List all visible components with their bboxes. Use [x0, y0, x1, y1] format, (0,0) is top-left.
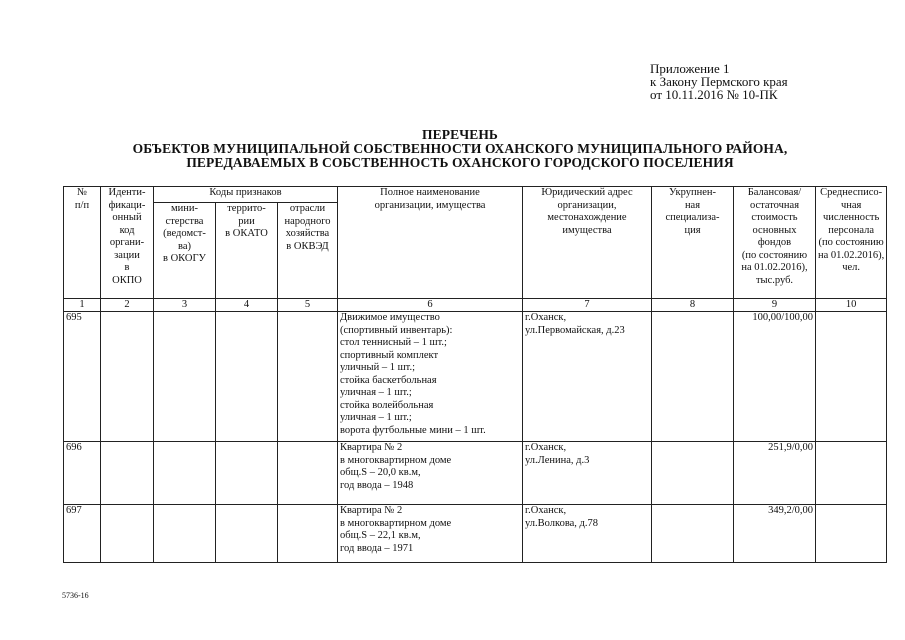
text-line: ОКПО [112, 274, 142, 286]
column-number: 8 [652, 299, 734, 312]
text-line: ул.Ленина, д.3 [525, 454, 590, 466]
header-staff [816, 187, 887, 299]
text-line: (ведомст- [163, 228, 206, 239]
text-line: народного [284, 215, 331, 227]
appendix-line-1: Приложение 1 [650, 61, 730, 76]
text-line: в ОКОГУ [163, 253, 206, 264]
text-line: в [124, 262, 130, 273]
text-line: (спортивный инвентарь): [340, 324, 453, 336]
document-title [60, 128, 860, 170]
okpo-cell [101, 312, 154, 442]
text-line: чел. [842, 262, 861, 273]
column-number: 5 [278, 299, 338, 312]
header-specialization [652, 187, 734, 299]
okogu-cell [154, 505, 216, 563]
document-code: 5736-16 [62, 591, 89, 600]
text-line: онный [112, 212, 142, 223]
okved-cell [278, 312, 338, 442]
table-row [64, 312, 887, 442]
column-number: 9 [734, 299, 816, 312]
title-line-2: ОБЪЕКТОВ МУНИЦИПАЛЬНОЙ СОБСТВЕННОСТИ ОХАНСКОГО МУНИЦИПАЛЬНОГО РАЙОНА, [132, 141, 788, 156]
text-line: год ввода – 1971 [340, 542, 414, 554]
balance-value: 349,2/0,00 [734, 505, 816, 563]
property-address [523, 505, 652, 563]
text-line: террито- [227, 203, 266, 214]
text-line: Среднесписо- [820, 187, 883, 198]
text-line: Движимое имущество [340, 312, 440, 323]
text-line: ная [684, 199, 701, 211]
okved-cell [278, 442, 338, 505]
property-address [523, 442, 652, 505]
text-line: в многоквартирном доме [340, 454, 452, 466]
column-number: 3 [154, 299, 216, 312]
header-okpo [101, 187, 154, 299]
text-line: г.Оханск, [525, 442, 567, 453]
text-line: Полное наименование [380, 187, 480, 198]
text-line: ворота футбольные мини – 1 шт. [340, 424, 486, 436]
title-line-1: ПЕРЕЧЕНЬ [422, 127, 498, 142]
property-name [338, 442, 523, 505]
okved-cell [278, 505, 338, 563]
text-line: (по состоянию [741, 249, 808, 261]
title-line-3: ПЕРЕДАВАЕМЫХ В СОБСТВЕННОСТЬ ОХАНСКОГО ГОРОДСКОГО ПОСЕЛЕНИЯ [186, 155, 734, 170]
staff-cell [816, 442, 887, 505]
header-okved [278, 203, 338, 299]
appendix-line-3: от 10.11.2016 № 10-ПК [650, 87, 778, 102]
text-line: местонахождение [547, 212, 627, 223]
appendix-header [650, 62, 788, 101]
staff-cell [816, 505, 887, 563]
text-line: спортивный комплект [340, 349, 439, 361]
text-line: хозяйства [285, 228, 330, 239]
text-line: в ОКАТО [225, 228, 268, 239]
text-line: Балансовая/ [747, 187, 802, 198]
row-number: 696 [64, 442, 101, 505]
column-number-row [64, 299, 887, 312]
appendix-line-2: к Закону Пермского края [650, 74, 788, 89]
text-line: в многоквартирном доме [340, 517, 452, 529]
text-line: организации, [557, 199, 617, 211]
text-line: отрасли [289, 203, 326, 214]
balance-value: 251,9/0,00 [734, 442, 816, 505]
okogu-cell [154, 442, 216, 505]
header-codes-group: Коды признаков [154, 187, 338, 203]
text-line: ция [684, 224, 701, 236]
header-balance [734, 187, 816, 299]
text-line: Квартира № 2 [340, 505, 403, 516]
text-line: общ.S – 20,0 кв.м, [340, 467, 421, 478]
text-line: общ.S – 22,1 кв.м, [340, 530, 421, 541]
text-line: рии [238, 215, 255, 227]
property-address [523, 312, 652, 442]
column-number: 4 [216, 299, 278, 312]
column-number: 2 [101, 299, 154, 312]
text-line: уличная – 1 шт.; [340, 387, 412, 398]
text-line: г.Оханск, [525, 505, 567, 516]
specialization-cell [652, 505, 734, 563]
balance-value: 100,00/100,00 [734, 312, 816, 442]
text-line: ул.Волкова, д.78 [525, 517, 599, 529]
text-line: стерства [165, 215, 204, 227]
text-line: мини- [171, 203, 198, 214]
text-line: остаточная [749, 199, 800, 211]
table-row [64, 442, 887, 505]
text-line: персонала [828, 224, 874, 236]
header-address [523, 187, 652, 299]
text-line: п/п [74, 199, 90, 211]
text-line: год ввода – 1948 [340, 479, 414, 491]
okato-cell [216, 505, 278, 563]
text-line: код [119, 224, 135, 236]
property-name [338, 312, 523, 442]
header-okato [216, 203, 278, 299]
okato-cell [216, 442, 278, 505]
text-line: ул.Первомайская, д.23 [525, 324, 625, 336]
header-okogu [154, 203, 216, 299]
column-number: 6 [338, 299, 523, 312]
specialization-cell [652, 312, 734, 442]
text-line: специализа- [665, 212, 720, 223]
row-number: 695 [64, 312, 101, 442]
text-line: уличный – 1 шт.; [340, 362, 416, 373]
row-number: 697 [64, 505, 101, 563]
text-line: имущества [562, 224, 612, 236]
text-line: численность [823, 212, 880, 223]
text-line: фондов [757, 237, 792, 248]
okogu-cell [154, 312, 216, 442]
okato-cell [216, 312, 278, 442]
text-line: стол теннисный – 1 шт.; [340, 337, 447, 348]
text-line: Иденти- [108, 187, 146, 198]
text-line: Юридический адрес [541, 187, 633, 198]
text-line: Укрупнен- [669, 187, 716, 198]
text-line: Квартира № 2 [340, 442, 403, 453]
property-table [63, 186, 887, 563]
column-number: 10 [816, 299, 887, 312]
text-line: стоимость [751, 212, 798, 223]
property-name [338, 505, 523, 563]
table-row [64, 505, 887, 563]
header-name [338, 187, 523, 299]
okpo-cell [101, 505, 154, 563]
text-line: зации [114, 249, 140, 261]
text-line: г.Оханск, [525, 312, 567, 323]
text-line: на 01.02.2016), [741, 262, 808, 273]
text-line: фикаци- [108, 199, 146, 211]
text-line: в ОКВЭД [286, 240, 329, 252]
text-line: органи- [109, 237, 145, 248]
text-line: стойка баскетбольная [340, 374, 437, 386]
text-line: чная [840, 199, 862, 211]
text-line: уличная – 1 шт.; [340, 412, 412, 423]
text-line: на 01.02.2016), [818, 249, 885, 261]
text-line: тыс.руб. [755, 274, 794, 286]
text-line: № [76, 187, 88, 198]
text-line: организации, имущества [374, 199, 486, 211]
text-line: основных [752, 224, 797, 236]
staff-cell [816, 312, 887, 442]
header-num [64, 187, 101, 299]
specialization-cell [652, 442, 734, 505]
text-line: ва) [178, 240, 191, 252]
column-number: 1 [64, 299, 101, 312]
okpo-cell [101, 442, 154, 505]
text-line: стойка волейбольная [340, 399, 434, 411]
column-number: 7 [523, 299, 652, 312]
text-line: (по состоянию [818, 237, 884, 248]
